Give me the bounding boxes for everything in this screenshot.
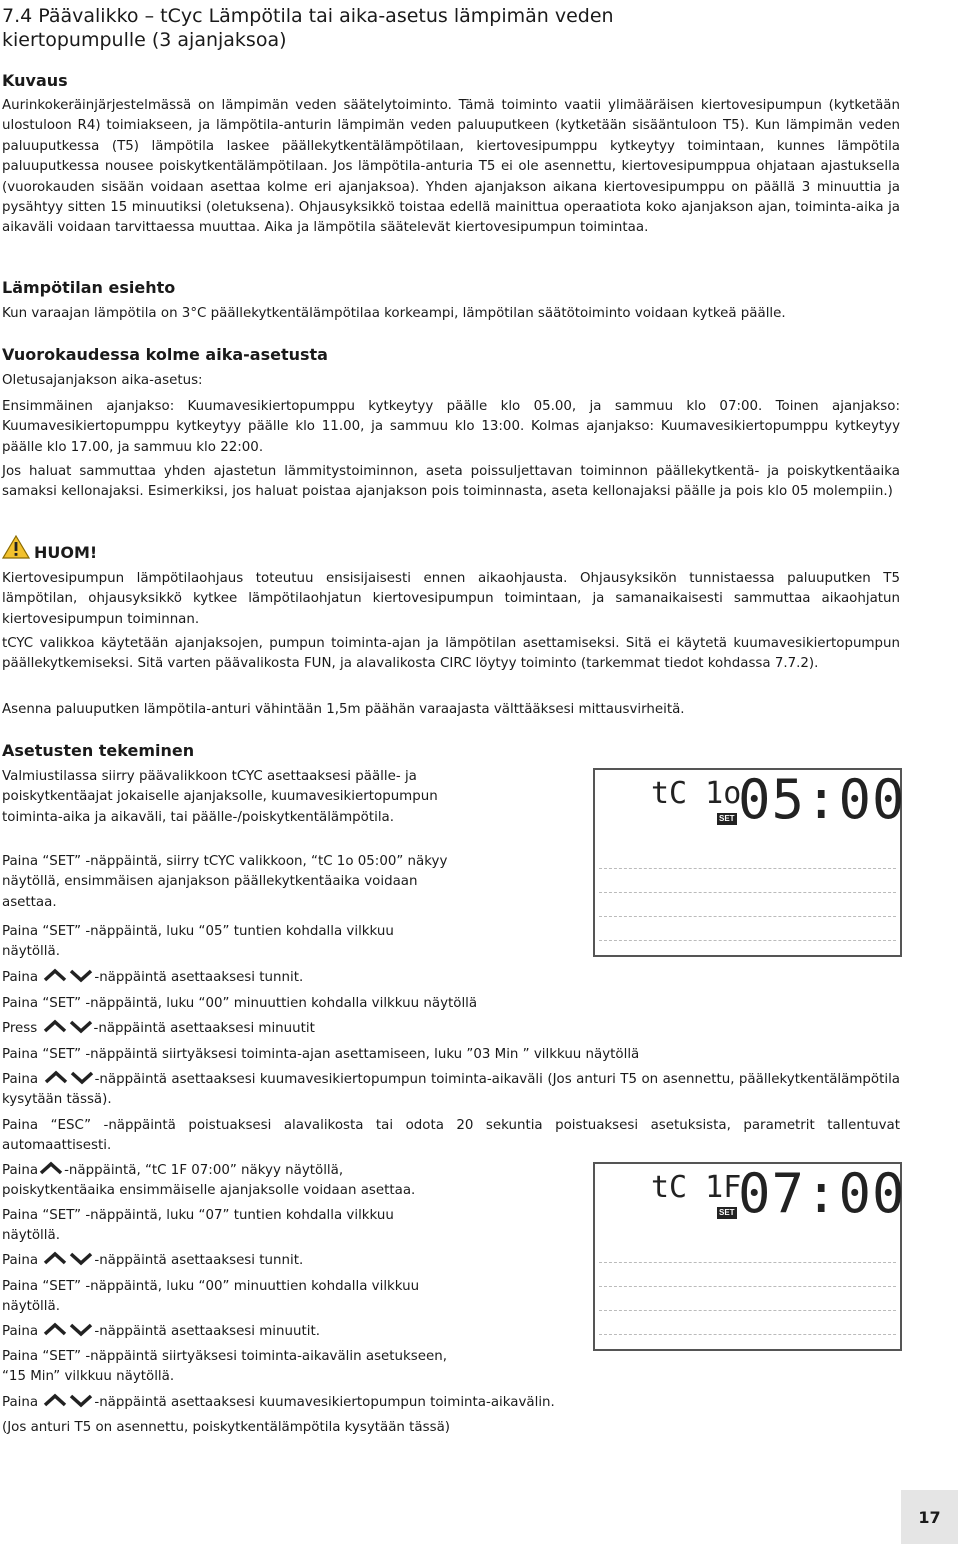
step-13: Paina “SET” -näppäintä, luku “00” minuuttien kohdalla vilkkuu näytöllä. bbox=[2, 1279, 420, 1315]
up-arrow-icon bbox=[42, 968, 68, 983]
step-6-pre: Press bbox=[2, 1021, 38, 1036]
display-gridline bbox=[599, 916, 896, 917]
note-paragraph-2: tCYC valikkoa käytetään ajanjaksojen, pumpun toiminta-ajan ja lämpötilan asettamiseksi. Sitä ei käytetä kuumavesikiertopumpun päällekytkemiseksi. Sitä varten päävalikosta FUN, ja alavalikosta CIRC löytyy toiminto (tarkemmat tiedot kohdassa 7.7.2). bbox=[2, 636, 900, 672]
page-number: 17 bbox=[901, 1490, 958, 1544]
step-4-post: -näppäintä asettaaksesi tunnit. bbox=[94, 970, 304, 985]
step-15: Paina “SET” -näppäintä siirtyäksesi toiminta-aikavälin asetukseen, “15 Min” vilkkuu näytöllä. bbox=[2, 1349, 447, 1385]
note-label: HUOM! bbox=[34, 543, 98, 562]
kuvaus-paragraph: Aurinkokeräinjärjestelmässä on lämpimän veden säätelytoiminto. Tämä toiminto vaatii ylimääräisen kiertovesipumpun (kytketään ulostuloon R4) toimiakseen, ja lämpötila-anturin lämpimän veden paluuputkeen (kytketään sisääntuloon T5). Kun lämpimän veden paluuputkessa (T5) lämpötila laskee päällekytkentälämpötilaan, kiertovesipumppu kytkeytyy toimintaan, kunnes lämpötila paluuputkessa nousee poiskytkentälämpötilaan. Jos lämpötila-anturia T5 ei ole asennettu, kiertovesipumppua ohjataan ajastuksella (vuorokauden sisään voidaan asettaa kolme eri ajanjaksoa). Yhden ajanjakson aikana kiertovesipumppu on päällä 3 minuuttia ja pysähtyy sitten 15 minuutiksi (oletuksena). Ohjausyksikkö toistaa edellä mainittua operaatiota koko ajanjakson ajan, toiminta-aika ja aikaväli voidaan tarvittaessa muuttaa. Aika ja lämpötila säätelevät kiertovesipumpun toimintaa. bbox=[2, 98, 900, 236]
step-3: Paina “SET” -näppäintä, luku “05” tuntien kohdalla vilkkuu näytöllä. bbox=[2, 924, 394, 960]
step-12-pre: Paina bbox=[2, 1253, 39, 1268]
up-arrow-icon bbox=[42, 1251, 68, 1266]
step-9: Paina “ESC” -näppäintä poistuaksesi alavalikosta tai odota 20 sekuntia poistuaksesi asetuksista, parametrit tallentuvat automaattisesti. bbox=[2, 1118, 900, 1154]
vuorokausi-paragraph-3: Jos haluat sammuttaa yhden ajastetun lämmitystoiminnon, aseta poissuljettavan toiminnon päällekytkentä- ja poiskytkentäaika samaksi kellonajaksi. Esimerkiksi, jos haluat poistaa ajanjakson pois toiminnasta, aseta kellonajaksi päälle ja pois klo 05 molempiin.) bbox=[2, 464, 900, 500]
step-6-post: -näppäintä asettaaksesi minuutit bbox=[93, 1021, 315, 1036]
step-4-pre: Paina bbox=[2, 970, 39, 985]
step-12 bbox=[2, 1251, 303, 1271]
step-8-pre: Paina bbox=[2, 1072, 39, 1087]
step-16 bbox=[2, 1393, 555, 1413]
display-gridline bbox=[599, 1262, 896, 1263]
step-11: Paina “SET” -näppäintä, luku “07” tuntien kohdalla vilkkuu näytöllä. bbox=[2, 1208, 394, 1244]
display-time: 05:00 bbox=[738, 768, 906, 831]
step-10-pre: Paina bbox=[2, 1163, 39, 1178]
display-gridline bbox=[599, 1286, 896, 1287]
esiehto-paragraph: Kun varaajan lämpötila on 3°C päällekytkentälämpötilaa korkeampi, lämpötilan säätötoiminto voidaan kytkeä päälle. bbox=[2, 306, 786, 321]
display-label: tC 1F bbox=[651, 1170, 742, 1205]
lcd-display-on-time bbox=[593, 768, 906, 957]
warning-icon bbox=[2, 535, 30, 559]
step-7: Paina “SET” -näppäintä siirtyäksesi toiminta-ajan asettamiseen, luku ”03 Min ” vilkkuu näytöllä bbox=[2, 1047, 640, 1062]
section-heading-esiehto: Lämpötilan esiehto bbox=[2, 278, 176, 297]
step-16-pre: Paina bbox=[2, 1395, 39, 1410]
page-title: 7.4 Päävalikko – tCyc Lämpötila tai aika-asetus lämpimän veden kiertopumpulle (3 ajanjaksoa) bbox=[2, 5, 614, 51]
up-arrow-icon bbox=[38, 1161, 64, 1176]
down-arrow-icon bbox=[68, 1322, 94, 1337]
step-4 bbox=[2, 968, 303, 988]
display-time: 07:00 bbox=[738, 1162, 906, 1225]
set-badge: SET bbox=[719, 1208, 735, 1217]
vuorokausi-paragraph-1: Oletusajanjakson aika-asetus: bbox=[2, 373, 203, 388]
section-heading-asetukset: Asetusten tekeminen bbox=[2, 741, 195, 760]
section-heading-vuorokausi: Vuorokaudessa kolme aika-asetusta bbox=[2, 345, 328, 364]
display-gridline bbox=[599, 868, 896, 869]
step-8 bbox=[2, 1070, 900, 1111]
step-14-post: -näppäintä asettaaksesi minuutit. bbox=[94, 1324, 320, 1339]
display-gridline bbox=[599, 1310, 896, 1311]
lcd-display-off-time bbox=[593, 1162, 906, 1351]
step-14-pre: Paina bbox=[2, 1324, 39, 1339]
vuorokausi-paragraph-2: Ensimmäinen ajanjakso: Kuumavesikiertopumppu kytkeytyy päälle klo 05.00, ja sammuu klo 07:00. Toinen ajanjakso: Kuumavesikiertopumppu kytkeytyy päälle klo 11.00, ja sammuu klo 13:00. Kolmas ajanjakso: Kuumavesikiertopumppu kytkeytyy päälle klo 17.00, ja sammuu klo 22:00. bbox=[2, 399, 900, 455]
note-paragraph-1: Kiertovesipumpun lämpötilaohjaus toteutuu ensisijaisesti ennen aikaohjausta. Ohjausyksikön tunnistaessa paluuputken T5 lämpötilan, ohjausyksikkö kytkee lämpötilaohjatun kiertovesipumpun toimintaan, ja samanaikaisesti sammuttaa aikaohjatun kiertovesipumpun toiminnan. bbox=[2, 571, 900, 627]
down-arrow-icon bbox=[69, 1070, 95, 1085]
step-14 bbox=[2, 1322, 320, 1342]
down-arrow-icon bbox=[68, 1251, 94, 1266]
step-12-post: -näppäintä asettaaksesi tunnit. bbox=[94, 1253, 304, 1268]
display-gridline bbox=[599, 940, 896, 941]
down-arrow-icon bbox=[68, 1019, 94, 1034]
up-arrow-icon bbox=[43, 1070, 69, 1085]
step-2: Paina “SET” -näppäintä, siirry tCYC valikkoon, “tC 1o 05:00” näkyy näytöllä, ensimmäisen ajanjakson päällekytkentäaika voidaan asettaa. bbox=[2, 854, 448, 910]
down-arrow-icon bbox=[68, 1393, 94, 1408]
step-1: Valmiustilassa siirry päävalikkoon tCYC asettaaksesi päälle- ja poiskytkentäajat jokaiselle ajanjaksolle, kuumavesikiertopumpun toiminta-aika ja aikaväli, tai päälle-/poiskytkentälämpötila. bbox=[2, 769, 438, 825]
up-arrow-icon bbox=[42, 1322, 68, 1337]
up-arrow-icon bbox=[42, 1019, 68, 1034]
section-heading-kuvaus: Kuvaus bbox=[2, 71, 68, 90]
step-5: Paina “SET” -näppäintä, luku “00” minuuttien kohdalla vilkkuu näytöllä bbox=[2, 996, 478, 1011]
step-10-post: -näppäintä, “tC 1F 07:00” näkyy näytöllä, poiskytkentäaika ensimmäiselle ajanjaksolle voidaan asettaa. bbox=[2, 1163, 416, 1199]
step-16-post: -näppäintä asettaaksesi kuumavesikiertopumpun toiminta-aikavälin. bbox=[94, 1395, 555, 1410]
display-label: tC 1o bbox=[651, 776, 742, 811]
set-badge: SET bbox=[719, 814, 735, 823]
down-arrow-icon bbox=[68, 968, 94, 983]
step-8-post: -näppäintä asettaaksesi kuumavesikiertopumpun toiminta-aikaväli (Jos anturi T5 on asennettu, päällekytkentälämpötila kysytään tässä). bbox=[2, 1072, 900, 1108]
step-17: (Jos anturi T5 on asennettu, poiskytkentälämpötila kysytään tässä) bbox=[2, 1420, 450, 1435]
step-10 bbox=[2, 1161, 454, 1202]
display-gridline bbox=[599, 1334, 896, 1335]
up-arrow-icon bbox=[42, 1393, 68, 1408]
display-gridline bbox=[599, 892, 896, 893]
note-paragraph-3: Asenna paluuputken lämpötila-anturi vähintään 1,5m päähän varaajasta välttääksesi mittausvirheitä. bbox=[2, 702, 685, 717]
step-6 bbox=[2, 1019, 315, 1039]
